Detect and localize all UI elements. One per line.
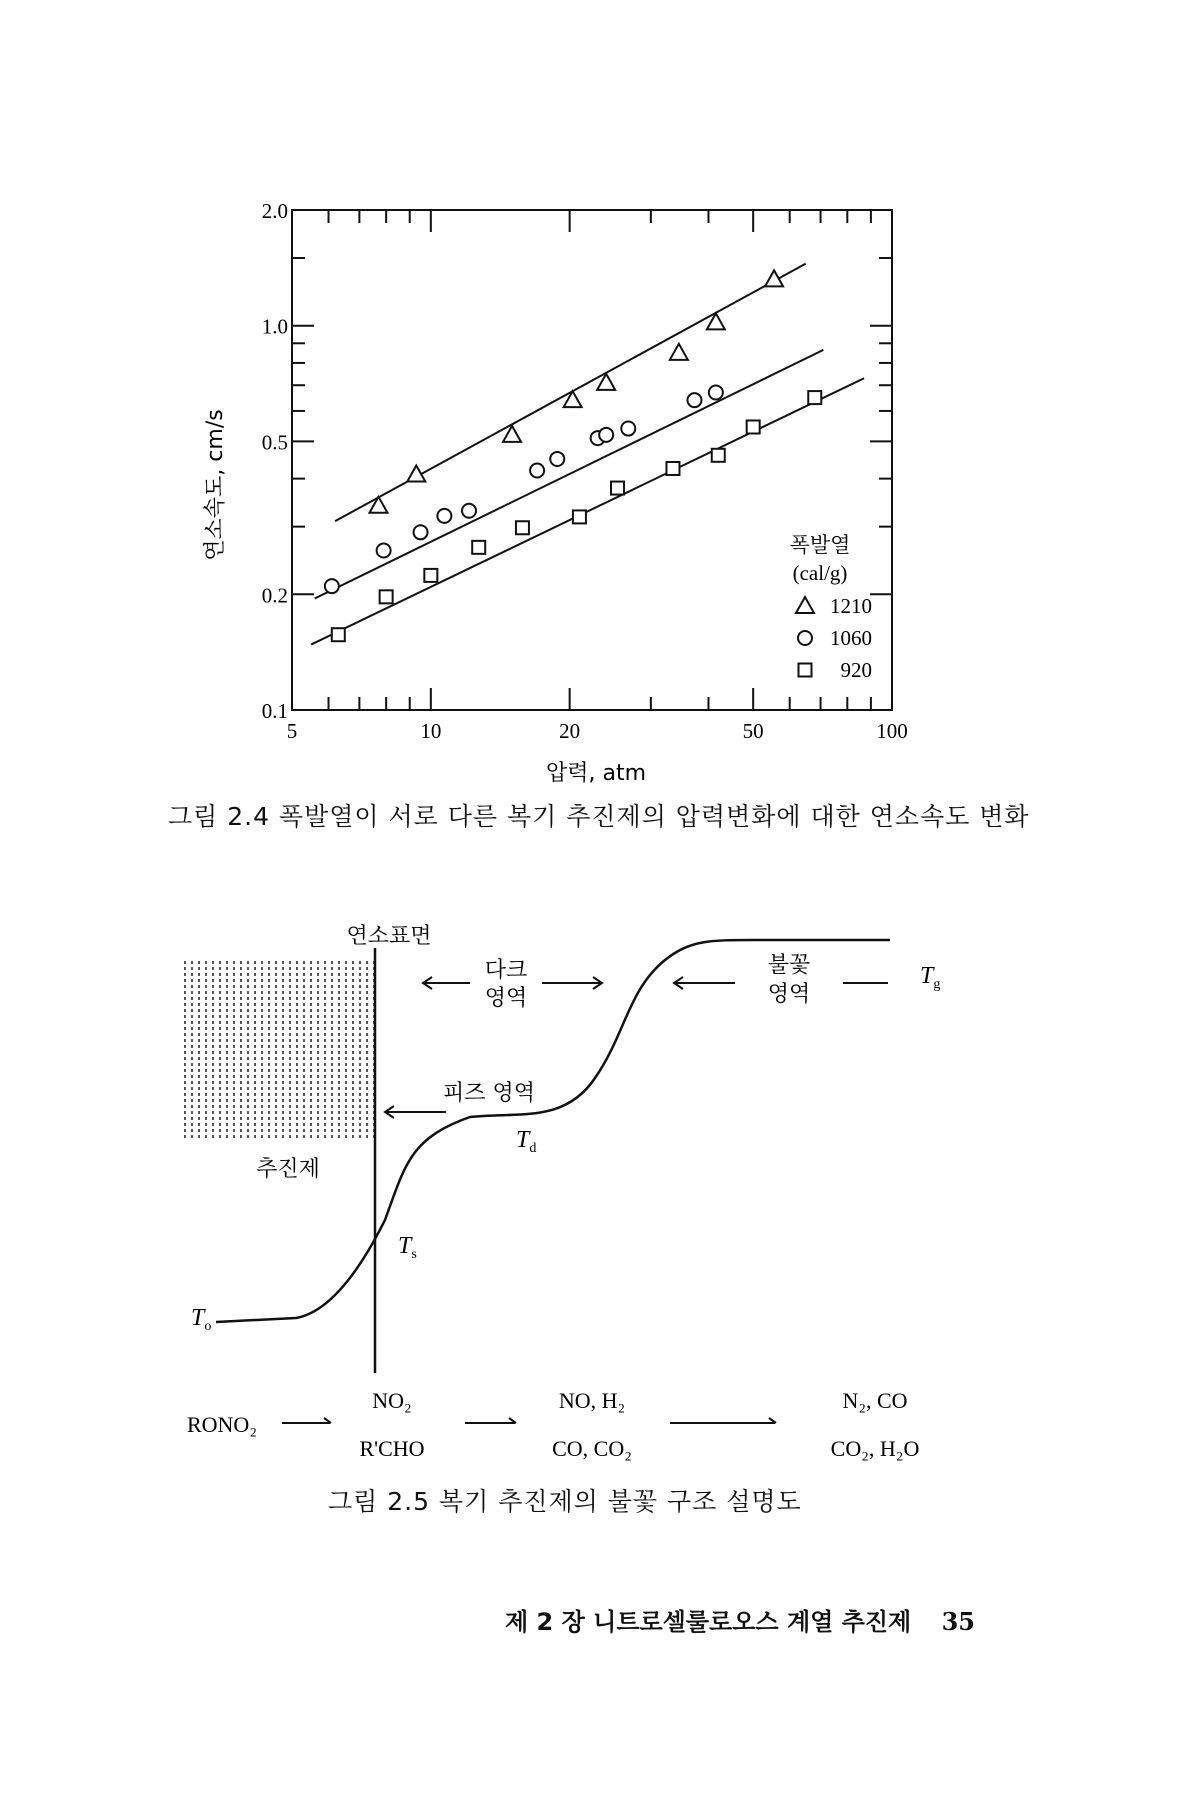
legend-title: 폭발열 bbox=[789, 533, 851, 557]
dark-zone-label-1: 다크 bbox=[484, 958, 528, 983]
y-axis-title: 연소속도, cm/s bbox=[203, 409, 228, 561]
x-tick-label: 50 bbox=[742, 719, 764, 743]
y-tick-label: 0.1 bbox=[261, 699, 288, 723]
y-tick-label: 0.2 bbox=[261, 583, 288, 608]
burning-surface-label: 연소표면 bbox=[346, 924, 432, 949]
legend-label-1210: 1210 bbox=[830, 594, 872, 618]
stage1-top-label: NO₂ bbox=[372, 1388, 412, 1413]
legend-label-920: 920 bbox=[840, 658, 872, 682]
stage2-top-label: NO, H₂ bbox=[558, 1388, 626, 1413]
propellant-label: 추진제 bbox=[256, 1157, 320, 1182]
reactant-label: RONO₂ bbox=[186, 1412, 258, 1437]
dark-zone-label-2: 영역 bbox=[484, 986, 528, 1011]
stage3-top-label: N₂, CO bbox=[842, 1388, 908, 1413]
legend-label-1060: 1060 bbox=[830, 626, 872, 650]
x-tick-label: 5 bbox=[286, 719, 298, 743]
y-tick-label: 0.5 bbox=[261, 430, 288, 455]
temperature-dark-label: $T_d$ bbox=[516, 1127, 537, 1156]
page-number: 35 bbox=[941, 1607, 976, 1636]
legend-unit: (cal/g) bbox=[792, 561, 848, 585]
chapter-title: 제 2 장 니트로셀룰로오스 계열 추진제 bbox=[505, 1608, 912, 1636]
temperature-surface-label: $T_s$ bbox=[398, 1233, 417, 1262]
x-tick-label: 10 bbox=[420, 719, 442, 743]
figure-caption-2-4: 그림 2.4 폭발열이 서로 다른 복기 추진제의 압력변화에 대한 연소속도 변화 bbox=[168, 802, 1030, 831]
temperature-initial-label: $T_o$ bbox=[191, 1305, 212, 1334]
y-tick-label: 2.0 bbox=[261, 199, 288, 223]
flame-zone-label-2: 영역 bbox=[767, 982, 811, 1007]
x-axis-title: 압력, atm bbox=[545, 761, 647, 786]
temperature-flame-label: $T_g$ bbox=[920, 963, 941, 992]
flame-zone-label-1: 불꽃 bbox=[767, 953, 811, 978]
y-tick-label: 1.0 bbox=[261, 314, 288, 339]
stage2-bottom-label: CO, CO₂ bbox=[552, 1436, 632, 1461]
chapter-footer bbox=[505, 1602, 975, 1637]
stage3-bottom-label: CO₂, H₂O bbox=[830, 1436, 920, 1461]
fizz-zone-arrow bbox=[385, 1106, 446, 1118]
propellant-region bbox=[184, 958, 374, 1141]
figure-caption-2-5: 그림 2.5 복기 추진제의 불꽃 구조 설명도 bbox=[328, 1487, 802, 1516]
fizz-zone-label: 피즈 영역 bbox=[442, 1081, 536, 1106]
stage1-bottom-label: R'CHO bbox=[359, 1436, 425, 1461]
x-tick-label: 100 bbox=[876, 719, 908, 743]
x-tick-label: 20 bbox=[559, 719, 581, 743]
reaction-arrows bbox=[282, 1418, 776, 1423]
